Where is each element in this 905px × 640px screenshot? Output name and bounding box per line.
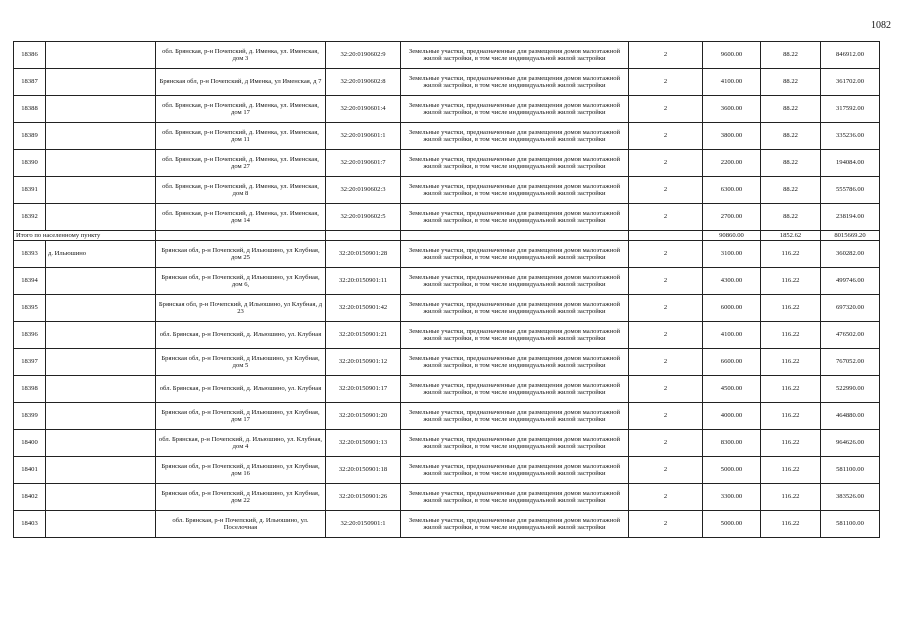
address-cell: обл. Брянская, р-н Почепский, д. Ильюшино, ул. Поселочная — [156, 511, 326, 538]
area-cell: 4000.00 — [703, 403, 761, 430]
address-cell: Брянская обл, р-н Почепский, д Именка, ул Именская, д 7 — [156, 69, 326, 96]
total-label: Итого по населенному пункту — [14, 231, 156, 241]
settlement-name — [46, 349, 156, 376]
land-use-description: Земельные участки, предназначенные для размещения домов малоэтажной жилой застройки, в том числе индивидуальной жилой застройки — [401, 177, 629, 204]
land-use-description: Земельные участки, предназначенные для размещения домов малоэтажной жилой застройки, в том числе индивидуальной жилой застройки — [401, 150, 629, 177]
settlement-name — [46, 484, 156, 511]
table-row — [14, 268, 880, 295]
area-cell: 6300.00 — [703, 177, 761, 204]
cadastral-number: 32:20:0150901:42 — [326, 295, 401, 322]
area-cell: 8300.00 — [703, 430, 761, 457]
area-cell: 5000.00 — [703, 457, 761, 484]
land-use-description: Земельные участки, предназначенные для размещения домов малоэтажной жилой застройки, в том числе индивидуальной жилой застройки — [401, 69, 629, 96]
area-cell: 9600.00 — [703, 42, 761, 69]
land-use-description: Земельные участки, предназначенные для размещения домов малоэтажной жилой застройки, в том числе индивидуальной жилой застройки — [401, 96, 629, 123]
table-body-section-2 — [14, 241, 880, 538]
area-cell: 3600.00 — [703, 96, 761, 123]
cadastral-number: 32:20:0190601:7 — [326, 150, 401, 177]
cost-cell: 522990.00 — [821, 376, 880, 403]
address-cell: обл. Брянская, р-н Почепский, д. Именка, ул. Именская, дом 8 — [156, 177, 326, 204]
price-cell: 116.22 — [761, 457, 821, 484]
row-number: 18396 — [14, 322, 46, 349]
price-cell: 88.22 — [761, 123, 821, 150]
address-cell: обл. Брянская, р-н Почепский, д. Именка, ул. Именская, дом 17 — [156, 96, 326, 123]
cadastral-number: 32:20:0150901:11 — [326, 268, 401, 295]
price-cell: 116.22 — [761, 430, 821, 457]
area-cell: 6600.00 — [703, 349, 761, 376]
table-row — [14, 403, 880, 430]
price-cell: 116.22 — [761, 484, 821, 511]
table-body-section-1 — [14, 42, 880, 231]
price-cell: 116.22 — [761, 349, 821, 376]
price-cell: 116.22 — [761, 376, 821, 403]
land-use-description: Земельные участки, предназначенные для размещения домов малоэтажной жилой застройки, в том числе индивидуальной жилой застройки — [401, 484, 629, 511]
land-use-description: Земельные участки, предназначенные для размещения домов малоэтажной жилой застройки, в том числе индивидуальной жилой застройки — [401, 511, 629, 538]
price-cell: 88.22 — [761, 177, 821, 204]
cost-cell: 581100.00 — [821, 457, 880, 484]
cost-cell: 581100.00 — [821, 511, 880, 538]
table-body-total — [14, 231, 880, 241]
category-cell: 2 — [629, 69, 703, 96]
land-use-description: Земельные участки, предназначенные для размещения домов малоэтажной жилой застройки, в том числе индивидуальной жилой застройки — [401, 42, 629, 69]
price-cell: 116.22 — [761, 511, 821, 538]
category-cell: 2 — [629, 96, 703, 123]
area-cell: 3300.00 — [703, 484, 761, 511]
cadastral-number: 32:20:0150901:21 — [326, 322, 401, 349]
price-cell: 88.22 — [761, 150, 821, 177]
table-row — [14, 295, 880, 322]
table-row — [14, 484, 880, 511]
price-cell: 88.22 — [761, 96, 821, 123]
total-empty-category — [629, 231, 703, 241]
price-cell: 116.22 — [761, 295, 821, 322]
cost-cell: 360282.00 — [821, 241, 880, 268]
row-number: 18395 — [14, 295, 46, 322]
cost-cell: 361702.00 — [821, 69, 880, 96]
cadastral-number: 32:20:0150901:12 — [326, 349, 401, 376]
cadastral-number: 32:20:0150901:17 — [326, 376, 401, 403]
settlement-name — [46, 42, 156, 69]
address-cell: Брянская обл, р-н Почепский, д Ильюшино, ул Клубная, дом 17 — [156, 403, 326, 430]
land-use-description: Земельные участки, предназначенные для размещения домов малоэтажной жилой застройки, в том числе индивидуальной жилой застройки — [401, 349, 629, 376]
settlement-name — [46, 376, 156, 403]
area-cell: 4100.00 — [703, 322, 761, 349]
total-empty-address — [156, 231, 326, 241]
row-number: 18388 — [14, 96, 46, 123]
area-cell: 4100.00 — [703, 69, 761, 96]
category-cell: 2 — [629, 376, 703, 403]
land-use-description: Земельные участки, предназначенные для размещения домов малоэтажной жилой застройки, в том числе индивидуальной жилой застройки — [401, 123, 629, 150]
cadastral-number: 32:20:0190602:9 — [326, 42, 401, 69]
table-row — [14, 241, 880, 268]
row-number: 18398 — [14, 376, 46, 403]
price-cell: 116.22 — [761, 268, 821, 295]
land-use-description: Земельные участки, предназначенные для размещения домов малоэтажной жилой застройки, в том числе индивидуальной жилой застройки — [401, 430, 629, 457]
settlement-name — [46, 204, 156, 231]
category-cell: 2 — [629, 123, 703, 150]
row-number: 18401 — [14, 457, 46, 484]
cost-cell: 238194.00 — [821, 204, 880, 231]
settlement-name — [46, 177, 156, 204]
price-cell: 116.22 — [761, 403, 821, 430]
cost-cell: 846912.00 — [821, 42, 880, 69]
total-empty-cadastral — [326, 231, 401, 241]
cost-cell: 555786.00 — [821, 177, 880, 204]
land-use-description: Земельные участки, предназначенные для размещения домов малоэтажной жилой застройки, в том числе индивидуальной жилой застройки — [401, 376, 629, 403]
cadastral-number: 32:20:0190601:1 — [326, 123, 401, 150]
cadastral-number: 32:20:0190602:5 — [326, 204, 401, 231]
address-cell: обл. Брянская, р-н Почепский, д. Ильюшино, ул. Клубная — [156, 376, 326, 403]
area-cell: 2700.00 — [703, 204, 761, 231]
cost-cell: 476502.00 — [821, 322, 880, 349]
cost-cell: 464880.00 — [821, 403, 880, 430]
row-number: 18402 — [14, 484, 46, 511]
area-cell: 3100.00 — [703, 241, 761, 268]
settlement-name — [46, 457, 156, 484]
area-cell: 6000.00 — [703, 295, 761, 322]
address-cell: Брянская обл, р-н Почепский, д Ильюшино, ул Клубная, д 23 — [156, 295, 326, 322]
land-use-description: Земельные участки, предназначенные для размещения домов малоэтажной жилой застройки, в том числе индивидуальной жилой застройки — [401, 204, 629, 231]
total-price: 1852.62 — [761, 231, 821, 241]
table-row — [14, 349, 880, 376]
table-row — [14, 511, 880, 538]
row-number: 18391 — [14, 177, 46, 204]
price-cell: 116.22 — [761, 241, 821, 268]
row-number: 18399 — [14, 403, 46, 430]
settlement-name — [46, 150, 156, 177]
row-number: 18386 — [14, 42, 46, 69]
land-use-description: Земельные участки, предназначенные для размещения домов малоэтажной жилой застройки, в том числе индивидуальной жилой застройки — [401, 241, 629, 268]
category-cell: 2 — [629, 484, 703, 511]
cadastral-number: 32:20:0150901:20 — [326, 403, 401, 430]
cost-cell: 499746.00 — [821, 268, 880, 295]
price-cell: 116.22 — [761, 322, 821, 349]
cadastral-number: 32:20:0150901:28 — [326, 241, 401, 268]
category-cell: 2 — [629, 42, 703, 69]
category-cell: 2 — [629, 430, 703, 457]
row-number: 18387 — [14, 69, 46, 96]
table-row — [14, 123, 880, 150]
area-cell: 3800.00 — [703, 123, 761, 150]
cost-cell: 194084.00 — [821, 150, 880, 177]
address-cell: обл. Брянская, р-н Почепский, д. Именка, ул. Именская, дом 11 — [156, 123, 326, 150]
settlement-name — [46, 322, 156, 349]
row-number: 18390 — [14, 150, 46, 177]
page-number: 1082 — [871, 20, 891, 31]
settlement-name — [46, 268, 156, 295]
cost-cell: 317592.00 — [821, 96, 880, 123]
address-cell: обл. Брянская, р-н Почепский, д. Ильюшино, ул. Клубная, дом 4 — [156, 430, 326, 457]
cadastral-number: 32:20:0190602:8 — [326, 69, 401, 96]
row-number: 18397 — [14, 349, 46, 376]
price-cell: 88.22 — [761, 42, 821, 69]
land-use-description: Земельные участки, предназначенные для размещения домов малоэтажной жилой застройки, в том числе индивидуальной жилой застройки — [401, 457, 629, 484]
row-number: 18394 — [14, 268, 46, 295]
table-row — [14, 322, 880, 349]
land-use-description: Земельные участки, предназначенные для размещения домов малоэтажной жилой застройки, в том числе индивидуальной жилой застройки — [401, 295, 629, 322]
row-number: 18400 — [14, 430, 46, 457]
table-row — [14, 69, 880, 96]
table-row — [14, 204, 880, 231]
total-cost: 8015669.20 — [821, 231, 880, 241]
cadastral-number: 32:20:0150901:13 — [326, 430, 401, 457]
table-row — [14, 376, 880, 403]
table-row — [14, 177, 880, 204]
price-cell: 88.22 — [761, 204, 821, 231]
address-cell: Брянская обл, р-н Почепский, д Ильюшино, ул Клубная, дом 6, — [156, 268, 326, 295]
category-cell: 2 — [629, 150, 703, 177]
category-cell: 2 — [629, 204, 703, 231]
row-number: 18389 — [14, 123, 46, 150]
area-cell: 4300.00 — [703, 268, 761, 295]
address-cell: Брянская обл, р-н Почепский, д Ильюшино, ул Клубная, дом 25 — [156, 241, 326, 268]
area-cell: 2200.00 — [703, 150, 761, 177]
settlement-name — [46, 403, 156, 430]
price-cell: 88.22 — [761, 69, 821, 96]
row-number: 18393 — [14, 241, 46, 268]
cost-cell: 697320.00 — [821, 295, 880, 322]
settlement-name — [46, 295, 156, 322]
settlement-name — [46, 69, 156, 96]
settlement-name — [46, 430, 156, 457]
table-row — [14, 96, 880, 123]
category-cell: 2 — [629, 403, 703, 430]
total-area: 90860.00 — [703, 231, 761, 241]
category-cell: 2 — [629, 349, 703, 376]
table-row — [14, 150, 880, 177]
address-cell: обл. Брянская, р-н Почепский, д. Именка, ул. Именская, дом 3 — [156, 42, 326, 69]
land-register-table — [13, 41, 880, 538]
cadastral-number: 32:20:0150901:26 — [326, 484, 401, 511]
settlement-name — [46, 123, 156, 150]
address-cell: обл. Брянская, р-н Почепский, д. Ильюшино, ул. Клубная — [156, 322, 326, 349]
cadastral-number: 32:20:0150901:1 — [326, 511, 401, 538]
total-row — [14, 231, 880, 241]
land-use-description: Земельные участки, предназначенные для размещения домов малоэтажной жилой застройки, в том числе индивидуальной жилой застройки — [401, 322, 629, 349]
address-cell: обл. Брянская, р-н Почепский, д. Именка, ул. Именская, дом 14 — [156, 204, 326, 231]
category-cell: 2 — [629, 241, 703, 268]
cost-cell: 964626.00 — [821, 430, 880, 457]
row-number: 18392 — [14, 204, 46, 231]
table-row — [14, 457, 880, 484]
cost-cell: 335236.00 — [821, 123, 880, 150]
settlement-name — [46, 511, 156, 538]
table-row — [14, 430, 880, 457]
cadastral-number: 32:20:0190601:4 — [326, 96, 401, 123]
land-use-description: Земельные участки, предназначенные для размещения домов малоэтажной жилой застройки, в том числе индивидуальной жилой застройки — [401, 268, 629, 295]
address-cell: Брянская обл, р-н Почепский, д Ильюшино, ул Клубная, дом 22 — [156, 484, 326, 511]
category-cell: 2 — [629, 457, 703, 484]
address-cell: обл. Брянская, р-н Почепский, д. Именка, ул. Именская, дом 27 — [156, 150, 326, 177]
settlement-name — [46, 96, 156, 123]
row-number: 18403 — [14, 511, 46, 538]
cadastral-number: 32:20:0190602:3 — [326, 177, 401, 204]
category-cell: 2 — [629, 268, 703, 295]
category-cell: 2 — [629, 177, 703, 204]
category-cell: 2 — [629, 511, 703, 538]
area-cell: 5000.00 — [703, 511, 761, 538]
settlement-name: д. Ильюшино — [46, 241, 156, 268]
total-empty-use — [401, 231, 629, 241]
category-cell: 2 — [629, 295, 703, 322]
address-cell: Брянская обл, р-н Почепский, д Ильюшино, ул Клубная, дом 5 — [156, 349, 326, 376]
cadastral-number: 32:20:0150901:18 — [326, 457, 401, 484]
land-use-description: Земельные участки, предназначенные для размещения домов малоэтажной жилой застройки, в том числе индивидуальной жилой застройки — [401, 403, 629, 430]
area-cell: 4500.00 — [703, 376, 761, 403]
category-cell: 2 — [629, 322, 703, 349]
table-row — [14, 42, 880, 69]
cost-cell: 383526.00 — [821, 484, 880, 511]
cost-cell: 767052.00 — [821, 349, 880, 376]
address-cell: Брянская обл, р-н Почепский, д Ильюшино, ул Клубная, дом 16 — [156, 457, 326, 484]
